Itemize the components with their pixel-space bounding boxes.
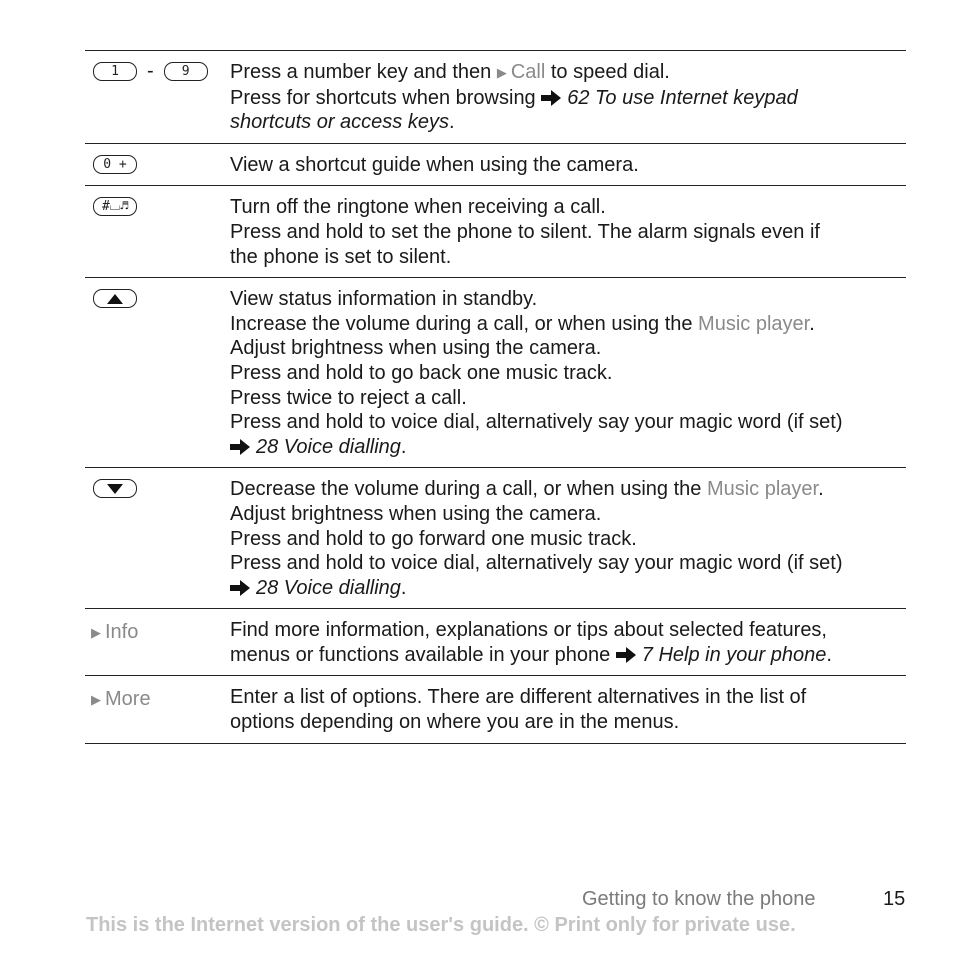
soft-key-more: More: [105, 688, 151, 711]
table-row-zero-key: [85, 144, 906, 187]
text: Press and hold to voice dial, alternatively say your magic word (if set): [230, 552, 843, 575]
description-cell: [230, 685, 906, 734]
key-0-plus-icon: 0 +: [93, 155, 137, 174]
text: View status information in standby.: [230, 288, 538, 311]
key-cell: [85, 287, 230, 459]
text: Increase the volume during a call, or when using the: [230, 312, 699, 335]
key-range-separator: -: [147, 60, 154, 82]
key-9-icon: 9: [164, 62, 208, 81]
soft-key-triangle-icon: ▶: [91, 625, 101, 641]
text: menus or functions available in your phone: [230, 643, 616, 666]
key-1-icon: 1: [93, 62, 137, 81]
table-row-volume-up-key: [85, 278, 906, 468]
page-number: 15: [883, 888, 906, 910]
soft-key-triangle-icon: ▶: [496, 65, 507, 80]
text: .: [826, 643, 832, 666]
text: Press a number key and then: [230, 61, 497, 83]
page-reference-arrow-icon: [230, 580, 250, 596]
soft-key-call: Call: [510, 61, 546, 83]
key-cell: [85, 60, 230, 135]
table-row-more: [85, 676, 906, 743]
description-cell: [230, 287, 906, 459]
disclaimer: This is the Internet version of the user's guide. © Print only for private use.: [86, 914, 796, 936]
text: .: [448, 111, 455, 134]
volume-up-key-icon: [93, 289, 137, 308]
description-cell: [230, 60, 906, 135]
description-cell: [230, 153, 906, 178]
key-reference-table: [85, 50, 906, 744]
text: .: [400, 435, 407, 458]
text: Adjust brightness when using the camera.: [230, 502, 602, 525]
table-row-volume-down-key: [85, 468, 906, 609]
key-hash-silent-icon: #⌴♬: [93, 197, 137, 216]
text: Press for shortcuts when browsing: [230, 86, 542, 109]
text: Adjust brightness when using the camera.: [230, 337, 602, 360]
page-reference: 7 Help in your phone: [641, 643, 827, 666]
text: .: [818, 478, 824, 501]
soft-key-triangle-icon: ▶: [91, 692, 101, 708]
key-cell: [85, 195, 230, 269]
text: Press twice to reject a call.: [230, 386, 467, 409]
volume-down-key-icon: [93, 479, 137, 498]
soft-key-info: Info: [105, 621, 139, 644]
table-row-info: [85, 609, 906, 676]
page-reference: 28 Voice dialling: [256, 435, 401, 458]
text: View a shortcut guide when using the camera.: [230, 153, 639, 176]
description-cell: [230, 618, 906, 667]
text: .: [400, 576, 407, 599]
key-cell: [85, 153, 230, 178]
page-reference: shortcuts or access keys: [230, 111, 449, 134]
description-cell: [230, 195, 906, 269]
menu-music-player: Music player: [706, 478, 819, 501]
page-reference-arrow-icon: [541, 90, 561, 106]
text: Enter a list of options. There are different alternatives in the list of: [230, 686, 807, 709]
section-title: Getting to know the phone: [582, 888, 816, 910]
page-reference: 28 Voice dialling: [256, 576, 401, 599]
text: Press and hold to go forward one music track.: [230, 527, 637, 550]
table-row-hash-key: [85, 186, 906, 278]
menu-music-player: Music player: [698, 312, 810, 335]
text: Turn off the ringtone when receiving a call.: [230, 196, 606, 219]
text: Find more information, explanations or tips about selected features,: [230, 619, 827, 642]
text: options depending on where you are in the menus.: [230, 711, 680, 734]
text: Decrease the volume during a call, or when using the: [230, 478, 707, 501]
text: the phone is set to silent.: [230, 245, 452, 268]
text: .: [809, 312, 815, 335]
table-row-number-keys: [85, 51, 906, 144]
text: Press and hold to go back one music track.: [230, 361, 613, 384]
key-cell: [85, 618, 230, 667]
key-cell: [85, 477, 230, 600]
page-reference: 62 To use Internet keypad: [567, 86, 798, 109]
key-cell: [85, 685, 230, 734]
page-reference-arrow-icon: [230, 439, 250, 455]
page-reference-arrow-icon: [616, 647, 636, 663]
text: to speed dial.: [545, 61, 670, 83]
description-cell: [230, 477, 906, 600]
text: Press and hold to voice dial, alternatively say your magic word (if set): [230, 411, 843, 434]
text: Press and hold to set the phone to silent. The alarm signals even if: [230, 220, 820, 243]
